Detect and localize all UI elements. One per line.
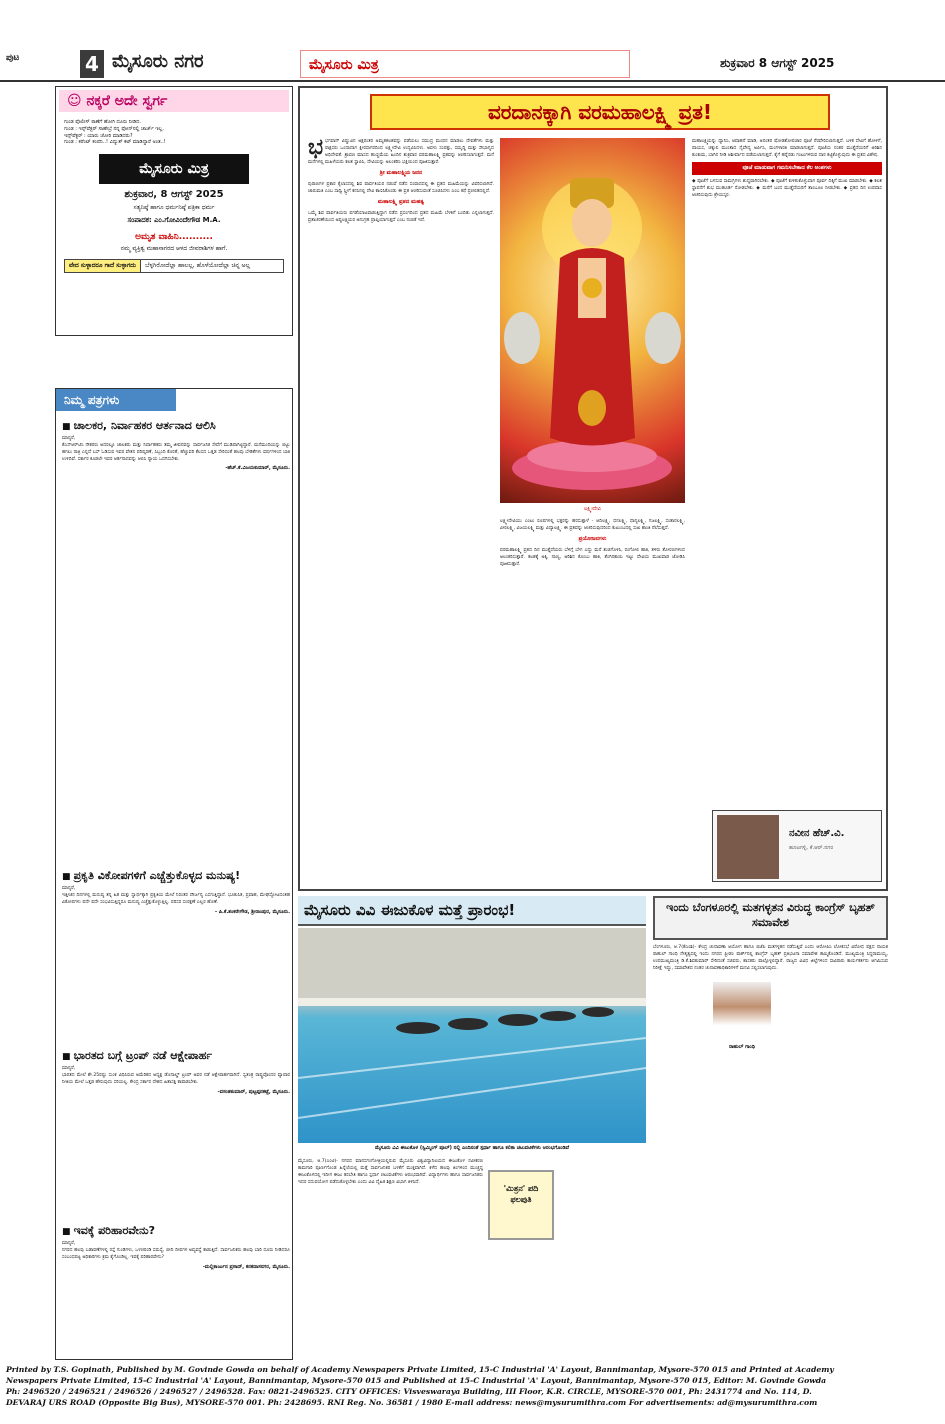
imprint-line: Ph: 2496520 / 2496521 / 2496526 / 2496527 / 2496528. Fax: 0821-2496525. CITY OFFICES: Visveswaraya Building, III Floor, K.R. CIRCLE, MYSORE-570 001, Ph: 2431774 and No. 114, D. xyxy=(6,1387,812,1397)
joke-nameplate-box xyxy=(55,86,293,336)
feature-text: ◆ ಪೂಜೆಗೆ ಬಳಸುವ ಸಾಮಗ್ರಿಗಳು ಶುದ್ಧವಾಗಿರಬೇಕು. ◆ ಪೂಜೆಗೆ ಕುಳಿತುಕೊಳ್ಳುವಾಗ ಪೂರ್ವ ದಿಕ್ಕಿಗೆ ಮುಖ ಮಾಡಬೇಕು. ◆ ಕಲಶ ಸ್ಥಾಪನೆಗೆ ಶುಭ ಮುಹೂರ್ತ ನೋಡಬೇಕು. ◆ ಮನೆಗೆ ಬಂದ ಮುತ್ತೈದೆಯರಿಗೆ ತಾಂಬೂಲ ನೀಡಬೇಕು. ◆ ವ್ರತದ ದಿನ ಉಪವಾಸ ಆಚರಿಸುವುದು ಶ್ರೇಯಸ್ಕರ. xyxy=(692,178,882,199)
pool-caption: ಮೈಸೂರು ವಿವಿ ಈಜುಕೊಳ (ಸ್ವಿಮ್ಮಿಂಗ್ ಪೂಲ್) ನಲ್ಲಿ ಎಂದಿನಂತೆ ಸ್ಪರ್ಧಾ ಹಾಗೂ ಕಲಿಕಾ ಚಟುವಟಿಕೆಗಳು ಆರಂಭಗೊಂಡಿವೆ xyxy=(374,1145,570,1151)
letter-signature: -ಹೆಚ್.ಕೆ.ವಿಜಯಕುಮಾರ್, ಮೈಸೂರು. xyxy=(225,465,290,472)
joke-text xyxy=(56,115,292,150)
swimming-pool-photo xyxy=(298,928,646,1143)
section-name: ಮೈಸೂರು ನಗರ xyxy=(112,51,204,72)
letter-item xyxy=(62,869,290,1029)
letter-body: ಇತ್ತೀಚಿನ ದಿನಗಳಲ್ಲಿ ಮನುಷ್ಯ ತನ್ನ ಹಿತ ಮತ್ತು ಸ್ವಾರ್ಥಕ್ಕಾಗಿ ಪ್ರಕೃತಿಯ ಮೇಲೆ ನಿರಂತರ ದೌರ್ಜನ್ಯ ಎಸಗುತ್ತಿದ್ದಾನೆ. ಭೂಕುಸಿತ, ಪ್ರವಾಹ, ಮೇಘಸ್ಫೋಟದಂತಹ ವಿಕೋಪಗಳು ಪದೇ ಪದೇ ಸಂಭವಿಸುತ್ತಿದ್ದರೂ ಮನುಷ್ಯ ಎಚ್ಚೆತ್ತುಕೊಳ್ಳುತ್ತಿಲ್ಲ. ಪರಿಸರ ಸಂರಕ್ಷಣೆ ಎಲ್ಲರ ಹೊಣೆ. xyxy=(62,892,290,905)
nameplate-date: ಶುಕ್ರವಾರ, 8 ಆಗಸ್ಟ್ 2025 xyxy=(124,189,224,200)
feature-text: ವರಮಹಾಲಕ್ಷ್ಮಿ ವ್ರತದ ದಿನ ಮುತ್ತೈದೆಯರು ಬೆಳಿಗ್ಗೆ ಬೇಗ ಎದ್ದು ಮನೆ ಶುಚಿಗೊಳಿಸಿ, ರಂಗೋಲಿ ಹಾಕಿ, ತಳಿರು ತೋರಣಗಳಿಂದ ಅಲಂಕರಿಸುತ್ತಾರೆ. ಕಲಶಕ್ಕೆ ಅಕ್ಕಿ, ನಾಣ್ಯ, ಅರಿಶಿನ ಕೊಂಬು ಹಾಕಿ, ತೆಂಗಿನಕಾಯಿ ಇಟ್ಟು ದೇವಿಯ ಮುಖವಾಡ ಜೋಡಿಸಿ ಪೂಜಿಸುತ್ತಾರೆ. xyxy=(500,547,685,567)
author-photo xyxy=(717,815,779,879)
imprint-line: Newspapers Private Limited, 15-C Industrial 'A' Layout, Bannimantap, Mysore-570 015 and Published at 15-C Industrial 'A' Layout, Bannimantap, Mysore-570 015, Editor: M. Govinde Gowda xyxy=(6,1376,827,1386)
image-caption: ಲಕ್ಷ್ಮೀದೇವಿ xyxy=(583,506,601,512)
letter-title: ■ ಇವಕ್ಕೆ ಪರಿಹಾರವೇನು? xyxy=(62,1224,290,1239)
joke-line: ಗುಂಡ : ಕರೆಂಟ್ ಕಂಪನಿ..! ವಿದ್ಯುತ್ ಕಟ್ ಮಾಡಿದ್ದಾರೆ ಅಂತ..! xyxy=(64,139,166,146)
joke-title: ☺ ನಕ್ಕರೆ ಅದೇ ಸ್ವರ್ಗ xyxy=(59,90,289,112)
letter-item xyxy=(62,419,290,839)
feature-text: ಮಹಾಲಕ್ಷ್ಮಿಯನ್ನು ಧ್ಯಾನಿಸಿ, ಆವಾಹನೆ ಮಾಡಿ, ಅನಂತರ ಷೋಡಶೋಪಚಾರ ಪೂಜೆ ನೆರವೇರಿಸಲಾಗುತ್ತದೆ. ಬಳಿಕ ದೇವಿಗೆ ಹೋಳಿಗೆ, ಪಾಯಸ, ಚಕ್ಕುಲಿ ಮುಂತಾದ ನೈವೇದ್ಯ ಅರ್ಪಿಸಿ, ಮಂಗಳಾರತಿ ಮಾಡಲಾಗುತ್ತದೆ. ಪೂಜೆಯ ನಂತರ ಮುತ್ತೈದೆಯರಿಗೆ ಅರಿಶಿನ ಕುಂಕುಮ, ಬಾಗಿನ ನೀಡಿ ಆಶೀರ್ವಾದ ಪಡೆಯಲಾಗುತ್ತದೆ. ಕೈಗೆ ಹನ್ನೆರಡು ಗಂಟುಗಳಿರುವ ದಾರ ಕಟ್ಟಿಕೊಳ್ಳುವುದು ಈ ವ್ರತದ ವಿಶೇಷ. xyxy=(692,139,882,159)
feature-text: ಒಮ್ಮೆ ಶಿವ ಪಾರ್ವತಿಯರು ಪಗಡೆಯಾಟವಾಡುತ್ತಿದ್ದಾಗ ನಡೆದ ಪ್ರಸಂಗದಿಂದ ವ್ರತದ ಮಹಿಮೆ ಬೆಳಕಿಗೆ ಬಂದಿತು ಎನ್ನಲಾಗುತ್ತದೆ. ವ್ರತಾಚರಣೆಯಿಂದ ಅಷ್ಟಲಕ್ಷ್ಮಿಯರ ಅನುಗ್ರಹ ಪ್ರಾಪ್ತಿಯಾಗುತ್ತದೆ ಎಂಬ ನಂಬಿಕೆ ಇದೆ. xyxy=(308,210,494,223)
joke-line: ಇನ್ಸ್‌ಪೆಕ್ಟರ್ : ಯಾರು ಚೋರಿ ಮಾಡಿದರು? xyxy=(64,132,133,139)
congress-article xyxy=(653,944,888,1358)
quote-box: 'ಮಿತ್ರನ' ಪದಿ ಫಲಪುತಿ xyxy=(488,1170,554,1240)
pool-headline: ಮೈಸೂರು ವಿವಿ ಈಜುಕೊಳ ಮತ್ತೆ ಪ್ರಾರಂಭ! xyxy=(298,896,646,926)
congress-body: ಬೆಂಗಳೂರು, ಆ.7(ಕೆಎಂಶಿ)- ಕೇಂದ್ರ ಚುನಾವಣಾ ಆಯೋಗ ಹಾಗೂ ಬಿಜೆಪಿ ಮತಗಳ್ಳತನ ನಡೆಸುತ್ತಿವೆ ಎಂದು ಆರೋಪಿಸಿ ಲೋಕಸಭೆ ವಿರೋಧ ಪಕ್ಷದ ನಾಯಕ ರಾಹುಲ್ ಗಾಂಧಿ ನೇತೃತ್ವದಲ್ಲಿ ಇಂದು ನಗರದ ಫ್ರೀಡಂ ಪಾರ್ಕ್‌ನಲ್ಲಿ ಕಾಂಗ್ರೆಸ್ ಬೃಹತ್ ಪ್ರತಿಭಟನಾ ಸಮಾವೇಶ ಹಮ್ಮಿಕೊಂಡಿದೆ. ಮುಖ್ಯಮಂತ್ರಿ ಸಿದ್ದರಾಮಯ್ಯ, ಉಪಮುಖ್ಯಮಂತ್ರಿ ಡಿ.ಕೆ.ಶಿವಕುಮಾರ್ ಸೇರಿದಂತೆ ಸಚಿವರು, ಶಾಸಕರು ಪಾಲ್ಗೊಳ್ಳಲಿದ್ದಾರೆ. ರಾಜ್ಯದ ವಿವಿಧ ಜಿಲ್ಲೆಗಳಿಂದ ಸಾವಿರಾರು ಕಾರ್ಯಕರ್ತರು ಆಗಮಿಸುವ ನಿರೀಕ್ಷೆ ಇದ್ದು, ಸಮಾವೇಶದ ನಂತರ ಚುನಾವಣಾಧಿಕಾರಿಗಳಿಗೆ ಮನವಿ ಸಲ್ಲಿಸಲಾಗುವುದು. xyxy=(653,945,888,972)
letter-title: ■ ಚಾಲಕರ, ನಿರ್ವಾಹಕರ ಆರ್ತನಾದ ಆಲಿಸಿ xyxy=(62,419,290,434)
nameplate-motto: ಸತ್ಯನಿಷ್ಠೆ ಹಾಗೂ ಧರ್ಮನಿಷ್ಠೆ ಪತ್ರಿಕಾ ಧರ್ಮ xyxy=(133,203,215,211)
feature-text: ಭಗವಾನ್ ವಿಷ್ಣುವಿನ ಅಕ್ಷರಂತರ ಅಮೃತಕಲಶವನ್ನು ಪಡೆಯಲು ಸಮುದ್ರ ಮಂಥನ ಮಾಡಲು ದೇವತೆಗಳು ಮತ್ತು ರಾಕ್ಷಸರು ಒಂದಾದಾಗ ಕ್ಷೀರಸಾಗರದಿಂದ ಲಕ್ಷ್ಮೀದೇವಿ ಉದ್ಭವಿಸಿದಳು. ಅವಳು ಸಂಪತ್ತು, ಸಮೃದ್ಧಿ ಮತ್ತು ಸೌಭಾಗ್ಯದ ಅಧಿದೇವತೆ. ಶ್ರಾವಣ ಮಾಸದ ಹುಣ್ಣಿಮೆಯ ಹಿಂದಿನ ಶುಕ್ರವಾರ ವರಮಹಾಲಕ್ಷ್ಮಿ ವ್ರತವನ್ನು ಆಚರಿಸಲಾಗುತ್ತದೆ. ಮನೆ ಮನೆಗಳಲ್ಲಿ ಮಹಿಳೆಯರು ಕಲಶ ಸ್ಥಾಪಿಸಿ, ದೇವಿಯನ್ನು ಅಲಂಕರಿಸಿ ಭಕ್ತಿಯಿಂದ ಪೂಜಿಸುತ್ತಾರೆ. xyxy=(308,139,494,166)
nameplate-editor: ಸಂಪಾದಕ: ಎಂ.ಗೋವಿಂದೇಗೌಡ M.A. xyxy=(127,215,221,224)
dropcap: ಭ xyxy=(308,138,324,160)
lakshmi-image xyxy=(500,138,685,503)
page-label: ಪುಟ xyxy=(6,53,20,63)
letters-heading: ನಿಮ್ಮ ಪತ್ರಗಳು xyxy=(56,389,176,411)
letter-body: ನಗರದ ಹಲವು ಬಡಾವಣೆಗಳಲ್ಲಿ ರಸ್ತೆ ಗುಂಡಿಗಳು, ಒಳಚರಂಡಿ ಸಮಸ್ಯೆ, ಬೀದಿ ದೀಪಗಳ ಅವ್ಯವಸ್ಥೆ ಕಾಡುತ್ತಿದೆ. ಸಾರ್ವಜನಿಕರು ಹಲವು ಬಾರಿ ದೂರು ನೀಡಿದರೂ ಸಂಬಂಧಪಟ್ಟ ಅಧಿಕಾರಿಗಳು ಕ್ರಮ ಕೈಗೊಂಡಿಲ್ಲ. ಇವಕ್ಕೆ ಪರಿಹಾರವೇನು? xyxy=(62,1247,290,1260)
imprint-line: Printed by T.S. Gopinath, Published by M. Govinde Gowda on behalf of Academy Newspapers Private Limited, 15-C Industrial 'A' Layout, Bannimantap, Mysore-570 015 and Printed at Academy xyxy=(6,1365,834,1374)
author-name: ನವೀನ ಹೆಚ್.ವಿ. xyxy=(789,828,845,839)
pool-body: ಮೈಸೂರು, ಆ.7(ಎಂಟಿ)- ನಗರದ ಮಾನಸಗಂಗೋತ್ರಿಯಲ್ಲಿರುವ ಮೈಸೂರು ವಿಶ್ವವಿದ್ಯಾನಿಲಯದ ಈಜುಕೊಳ ನವೀಕರಣ ಕಾಮಗಾರಿ ಪೂರ್ಣಗೊಂಡ ಹಿನ್ನೆಲೆಯಲ್ಲಿ ಮತ್ತೆ ಸಾರ್ವಜನಿಕರ ಬಳಕೆಗೆ ಮುಕ್ತವಾಗಿದೆ. ಕಳೆದ ಹಲವು ತಿಂಗಳಿಂದ ಮುಚ್ಚಿದ್ದ ಈಜುಕೊಳದಲ್ಲಿ ಇದೀಗ ಈಜು ತರಬೇತಿ ಹಾಗೂ ಸ್ಪರ್ಧಾ ಚಟುವಟಿಕೆಗಳು ಆರಂಭವಾಗಿವೆ. ವಿದ್ಯಾರ್ಥಿಗಳು ಹಾಗೂ ಸಾರ್ವಜನಿಕರು ಇದರ ಸದುಪಯೋಗ ಪಡೆದುಕೊಳ್ಳಬೇಕು ಎಂದು ವಿವಿ ದೈಹಿಕ ಶಿಕ್ಷಣ ವಿಭಾಗ ತಿಳಿಸಿದೆ. xyxy=(298,1159,483,1186)
letter-salutation: ಮಾನ್ಯರೆ, xyxy=(62,1240,76,1246)
proverb-left: ವೇದ ಸುಳ್ಳಾದರೂ ಗಾದೆ ಸುಳ್ಳಾಗದು xyxy=(65,260,141,272)
feature-text: ಲಕ್ಷ್ಮೀದೇವಿಯು ಎಂಟು ರೂಪಗಳಲ್ಲಿ ಭಕ್ತರನ್ನು ಹರಸುತ್ತಾಳೆ - ಆದಿಲಕ್ಷ್ಮಿ, ಧನಲಕ್ಷ್ಮಿ, ಧಾನ್ಯಲಕ್ಷ್ಮಿ, ಗಜಲಕ್ಷ್ಮಿ, ಸಂತಾನಲಕ್ಷ್ಮಿ, ವೀರಲಕ್ಷ್ಮಿ, ವಿಜಯಲಕ್ಷ್ಮಿ ಮತ್ತು ವಿದ್ಯಾಲಕ್ಷ್ಮಿ. ಈ ವ್ರತವನ್ನು ಆಚರಿಸುವುದರಿಂದ ಕುಟುಂಬದಲ್ಲಿ ಸುಖ ಶಾಂತಿ ನೆಲೆಸುತ್ತದೆ. xyxy=(500,519,685,532)
amrutha-title: ಅಮೃತ ವಾಹಿನಿ.......... xyxy=(135,232,213,243)
feature-column-1 xyxy=(308,138,494,883)
letters-section xyxy=(55,388,293,1360)
proverb-row xyxy=(64,259,284,273)
feature-column-2 xyxy=(500,518,685,883)
rahul-gandhi-photo xyxy=(713,982,771,1044)
header-rule xyxy=(0,80,945,82)
feature-article xyxy=(298,86,888,891)
letter-salutation: ಮಾನ್ಯರೆ, xyxy=(62,885,76,891)
lakshmi-illustration xyxy=(500,138,685,503)
feature-title: ವರದಾನಕ್ಕಾಗಿ ವರಮಹಾಲಕ್ಷ್ಮಿ ವ್ರತ! xyxy=(370,94,830,130)
feature-subheading: ಶ್ರೀ ಮಹಾಲಕ್ಷ್ಮಿಯ ಜನನ xyxy=(379,170,423,177)
letter-item xyxy=(62,1224,290,1354)
pool-illustration xyxy=(298,928,646,1143)
letter-body: ಭಾರತದ ಮೇಲೆ ಶೇ.25ರಷ್ಟು ಸುಂಕ ವಿಧಿಸಿರುವ ಅಮೆರಿಕದ ಅಧ್ಯಕ್ಷ ಡೊನಾಲ್ಡ್ ಟ್ರಂಪ್ ಅವರ ನಡೆ ಆಕ್ಷೇಪಾರ್ಹವಾಗಿದೆ. ಸ್ವತಂತ್ರ ರಾಷ್ಟ್ರವೊಂದರ ವ್ಯಾಪಾರ ನೀತಿಯ ಮೇಲೆ ಒತ್ತಡ ಹೇರುವುದು ಸರಿಯಲ್ಲ. ಕೇಂದ್ರ ಸರ್ಕಾರ ದೇಶದ ಹಿತಾಸಕ್ತಿ ಕಾಪಾಡಬೇಕು. xyxy=(62,1072,290,1085)
letter-salutation: ಮಾನ್ಯರೆ, xyxy=(62,1065,76,1071)
joke-line: ಗುಂಡ ಪೊಲೀಸ್ ಠಾಣೆಗೆ ಹೋಗಿ ದೂರು ನೀಡಿದ. xyxy=(64,119,141,125)
printer-imprint xyxy=(6,1364,941,1409)
imprint-line: DEVARAJ URS ROAD (Opposite Big Bus), MYSORE-570 001. Ph: 2428695. RNI Reg. No. 36581 / 1980 E-mail address: news@mysurumithra.com For advertisements: ad@mysurumithra.com xyxy=(6,1398,818,1408)
joke-line: ಗುಂಡ : ಇನ್ಸ್‌ಪೆಕ್ಟರ್ ಸಾಹೇಬ್ರೆ ನನ್ನ ಫೋನ್‌ನಲ್ಲಿ ಚಾರ್ಜ್ ಇಲ್ಲ. xyxy=(64,125,164,132)
author-role: ಹೂಟಗಳ್ಳಿ, ಕೆ.ಆರ್.ನಗರ xyxy=(789,845,834,851)
letter-title: ■ ಭಾರತದ ಬಗ್ಗೆ ಟ್ರಂಪ್ ನಡೆ ಆಕ್ಷೇಪಾರ್ಹ xyxy=(62,1049,290,1064)
left-column xyxy=(55,86,293,1360)
feature-subheading: ಪೂಜೆ ಮಾಡುವಾಗ ಗಮನಿಸಬೇಕಾದ ಕೆಲ ಅಂಶಗಳು xyxy=(692,162,882,175)
letter-signature: -ವಸಂತಕುಮಾರ್, ಪುಟ್ಟಪ್ಪನಕಟ್ಟೆ, ಮೈಸೂರು. xyxy=(217,1088,290,1095)
feature-text: ಪುರಾಣಗಳ ಪ್ರಕಾರ ಕೈಲಾಸದಲ್ಲಿ ಶಿವ ಪಾರ್ವತಿಯರ ನಡುವೆ ನಡೆದ ಸಂವಾದದಲ್ಲಿ ಈ ವ್ರತದ ಮಹಿಮೆಯನ್ನು ವಿವರಿಸಲಾಗಿದೆ. ಚಾರುಮತಿ ಎಂಬ ಸಾಧ್ವಿ ಸ್ತ್ರೀಗೆ ಕನಸಿನಲ್ಲಿ ದೇವಿ ಕಾಣಿಸಿಕೊಂಡು ಈ ವ್ರತ ಆಚರಿಸುವಂತೆ ಸೂಚಿಸಿದಳು ಎಂಬ ಕಥೆ ಪ್ರಚಲಿತದಲ್ಲಿದೆ. xyxy=(308,181,494,195)
letter-title: ■ ಪ್ರಕೃತಿ ವಿಕೋಪಗಳಿಗೆ ಎಚ್ಚೆತ್ತುಕೊಳ್ಳದ ಮನುಷ್ಯ! xyxy=(62,869,290,884)
amrutha-text: ನಮ್ಮ ವ್ಯಕ್ತಿತ್ವ ಮಹಾಸಾಗರದ ಆಳದ ಜೀವರಾಶಿಗಳ ಹಾಗೆ. xyxy=(120,245,228,253)
author-box xyxy=(712,810,882,882)
page-number: 4 xyxy=(80,50,104,78)
letter-body: ಕೆಎಸ್‌ಆರ್‌ಟಿಸಿ ನೌಕರರು ಅದರಲ್ಲೂ ಚಾಲಕರು ಮತ್ತು ನಿರ್ವಾಹಕರು ತಮ್ಮ ಜೀವನವನ್ನು ಸಾರ್ವಜನಿಕ ಸೇವೆಗೆ ಮುಡಿಪಾಗಿಟ್ಟಿದ್ದಾರೆ. ಮನೆಮಂದಿಯನ್ನು ಬಿಟ್ಟು ಹಗಲು ರಾತ್ರಿ ಎನ್ನದೆ ಬಸ್ ಓಡಿಸುವ ಇವರ ವೇತನ ಪರಿಷ್ಕರಣೆ, ಸಿಬ್ಬಂದಿ ಕೊರತೆ, ಹೆಚ್ಚುವರಿ ಕೆಲಸದ ಒತ್ತಡ ಸೇರಿದಂತೆ ಹಲವು ಬೇಡಿಕೆಗಳು ವರ್ಷಗಳಿಂದ ಬಾಕಿ ಉಳಿದಿವೆ. ಸರ್ಕಾರ ಕೂಡಲೇ ಇವರ ಆರ್ತನಾದವನ್ನು ಆಲಿಸಿ ನ್ಯಾಯ ಒದಗಿಸಬೇಕು. xyxy=(62,442,290,462)
letter-signature: - ಪಿ.ಕೆ.ಶಂಕರೇಗೌಡ, ಶ್ರೀರಾಂಪುರ, ಮೈಸೂರು. xyxy=(215,908,290,915)
photo-caption: ರಾಹುಲ್ ಗಾಂಧಿ xyxy=(729,1044,755,1050)
feature-column-3 xyxy=(692,138,882,803)
congress-headline: ಇಂದು ಬೆಂಗಳೂರಲ್ಲಿ ಮತಗಳ್ಳತನ ವಿರುದ್ಧ ಕಾಂಗ್ರೆಸ್ ಬೃಹತ್ ಸಮಾವೇಶ xyxy=(653,896,888,940)
proverb-right: ಬೆಳ್ಳಗಿರೋದೆಲ್ಲಾ ಹಾಲಲ್ಲ, ಹೊಳೆಯೋದೆಲ್ಲಾ ಚಿನ್ನ ಅಲ್ಲ xyxy=(145,262,251,270)
letter-salutation: ಮಾನ್ಯರೆ, xyxy=(62,435,76,441)
laughing-face-icon: ☺ xyxy=(67,93,87,109)
mysuru-mithra-logo: ಮೈಸೂರು ಮಿತ್ರ xyxy=(99,154,249,184)
letter-signature: -ಮಲ್ಲಿಕಾರ್ಜುನ ಪ್ರಸಾದ್, ಕನಕದಾಸನಗರ, ಮೈಸೂರು. xyxy=(202,1263,290,1270)
header-date: ಶುಕ್ರವಾರ 8 ಆಗಸ್ಟ್ 2025 xyxy=(720,56,835,70)
letter-item xyxy=(62,1049,290,1219)
masthead: ಮೈಸೂರು ಮಿತ್ರ xyxy=(300,50,630,78)
page-header xyxy=(0,0,945,82)
feature-subheading: ಪ್ರಯೋಜನಗಳು xyxy=(578,536,607,543)
feature-subheading: ಮಹಾಲಕ್ಷ್ಮಿ ವ್ರತದ ಮಹತ್ವ xyxy=(377,199,425,206)
